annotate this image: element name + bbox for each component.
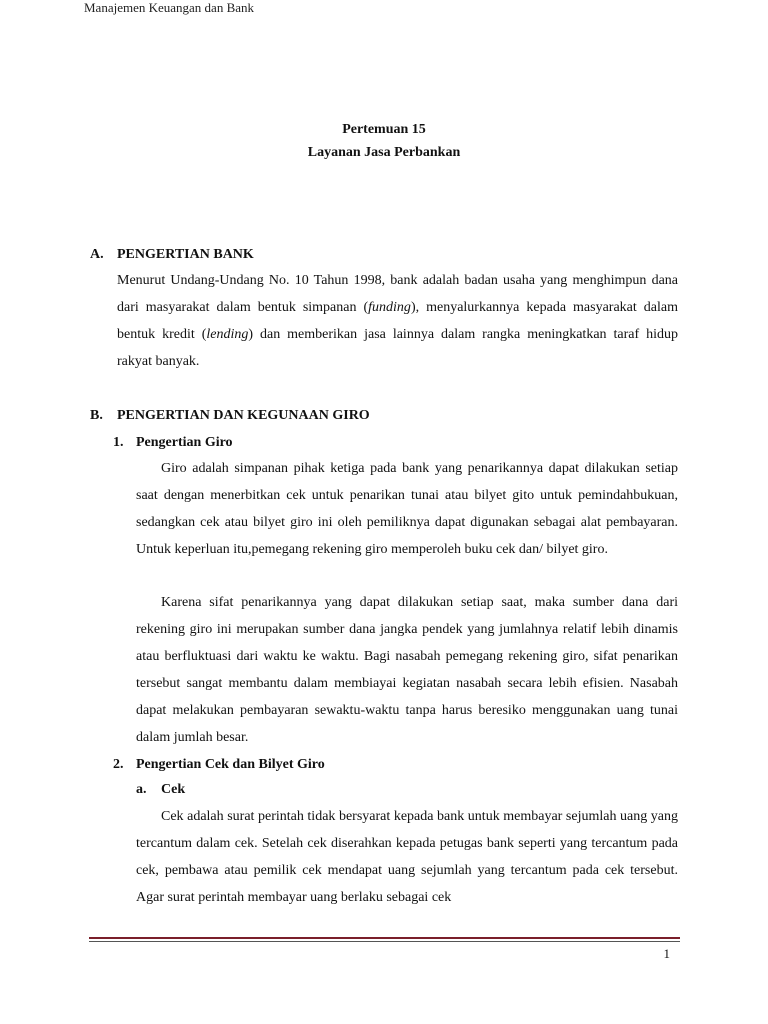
running-header: Manajemen Keuangan dan Bank bbox=[84, 0, 255, 15]
lending-term: lending bbox=[206, 327, 249, 342]
subsection-2-marker: 2. bbox=[113, 757, 124, 772]
subsection-a-marker: a. bbox=[136, 782, 147, 797]
giro-paragraph-1: Giro adalah simpanan pihak ketiga pada bank yang penarikannya dapat dilakukan setiap saat dengan menerbitkan cek untuk penarikan tunai atau bilyet gito untuk pemindahbukuan, sedangkan cek atau bilyet giro ini oleh pemiliknya dapat digunakan sebagai alat pembayaran. Untuk keperluan itu,pemegang rekening giro memperoleh buku cek dan/ bilyet giro. bbox=[136, 461, 678, 557]
section-a-heading: PENGERTIAN BANK bbox=[117, 247, 254, 262]
document-title: Layanan Jasa Perbankan bbox=[307, 145, 461, 160]
cek-paragraph: Cek adalah surat perintah tidak bersyarat kepada bank untuk membayar sejumlah uang yang tercantum dalam cek. Setelah cek diserahkan kepada petugas bank seperti yang tercantum pada cek, pembawa atau pemilik cek mendapat uang sejumlah yang tercantum pada cek tersebut. Agar surat perintah membayar uang berlaku sebagai cek bbox=[136, 809, 678, 905]
giro-paragraph-2: Karena sifat penarikannya yang dapat dilakukan setiap saat, maka sumber dana dari rekening giro ini merupakan sumber dana jangka pendek yang jumlahnya relatif lebih dinamis atau berfluktuasi dari waktu ke waktu. Bagi nasabah pemegang rekening giro, sifat penarikan tersebut sangat membantu dalam membiayai kegiatan nasabah secara lebih efisien. Nasabah dapat melakukan pembayaran sewaktu-waktu tanpa harus beresiko menggunakan uang tunai dalam jumlah besar. bbox=[136, 595, 678, 745]
funding-term: funding bbox=[368, 300, 411, 315]
subsection-a-heading: Cek bbox=[161, 782, 186, 797]
section-b-heading: PENGERTIAN DAN KEGUNAAN GIRO bbox=[117, 408, 370, 423]
subsection-1-heading: Pengertian Giro bbox=[136, 435, 233, 450]
subsection-1-marker: 1. bbox=[113, 435, 124, 450]
page-number: 1 bbox=[663, 946, 670, 961]
section-a-paragraph: Menurut Undang-Undang No. 10 Tahun 1998, bank adalah badan usaha yang menghimpun dana dari masyarakat dalam bentuk simpanan (funding), menyalurkannya kepada masyarakat dalam bentuk kredit (lending) dan memberikan jasa lainnya dalam rangka meningkatkan taraf hidup rakyat banyak. bbox=[117, 273, 678, 369]
section-b-marker: B. bbox=[90, 408, 103, 423]
section-a-marker: A. bbox=[90, 247, 104, 262]
footer-rule bbox=[89, 937, 680, 939]
footer-rule-thin bbox=[89, 941, 680, 942]
subsection-2-heading: Pengertian Cek dan Bilyet Giro bbox=[136, 757, 325, 772]
meeting-title: Pertemuan 15 bbox=[342, 122, 426, 137]
